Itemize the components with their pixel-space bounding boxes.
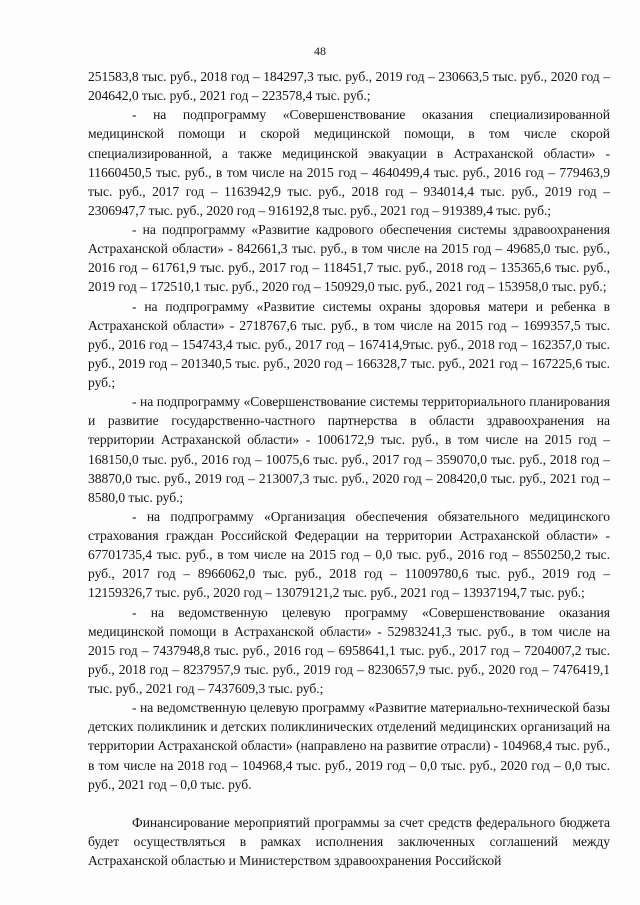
paragraph-6: - на подпрограмму «Организация обеспечения обязательного медицинского страхования граждан Российской Федерации на территории Астраханской области» - 67701735,4 тыс. руб., в том числе на 2015 год – 0,0 тыс. руб., 2016 год – 8550250,2 тыс. руб., 2017 год – 8966062,0 тыс. руб., 2018 год – 11009780,6 тыс. руб., 2019 год – 12159326,7 тыс. руб., 2020 год – 13079121,2 тыс. руб., 2021 год – 13937194,7 тыс. руб.; [88, 508, 610, 601]
paragraph-9: Финансирование мероприятий программы за счет средств федерального бюджета будет осуществляться в рамках исполнения заключенных соглашений между Астраханской областью и Министерством здравоохранения Российской [88, 814, 610, 868]
paragraph-3: - на подпрограмму «Развитие кадрового обеспечения системы здравоохранения Астраханской области» - 842661,3 тыс. руб., в том числе на 2015 год – 49685,0 тыс. руб., 2016 год – 61761,9 тыс. руб., 2017 год – 118451,7 тыс. руб., 2018 год – 135365,6 тыс. руб., 2019 год – 172510,1 тыс. руб., 2020 год – 150929,0 тыс. руб., 2021 год – 153958,0 тыс. руб.; [88, 222, 610, 295]
paragraph-7: - на ведомственную целевую программу «Совершенствование оказания медицинской помощи в Астраханской области» - 52983241,3 тыс. руб., в том числе на 2015 год – 7437948,8 тыс. руб., 2016 год – 6958641,1 тыс. руб., 2017 год – 7204007,2 тыс. руб., 2018 год – 8237957,9 тыс. руб., 2019 год – 8230657,9 тыс. руб., 2020 год – 7476419,1 тыс. руб., 2021 год – 7437609,3 тыс. руб.; [88, 604, 610, 696]
paragraph-4: - на подпрограмму «Развитие системы охраны здоровья матери и ребенка в Астраханской области» - 2718767,6 тыс. руб., в том числе на 2015 год – 1699357,5 тыс. руб., 2016 год – 154743,4 тыс. руб., 2017 год – 167414,9тыс. руб., 2018 год – 162357,0 тыс. руб., 2019 год – 201340,5 тыс. руб., 2020 год – 166328,7 тыс. руб., 2021 год – 167225,6 тыс. руб.; [88, 298, 610, 390]
paragraph-8: - на ведомственную целевую программу «Развитие материально-технической базы детских поликлиник и детских поликлинических отделений медицинских организаций на территории Астраханской области» (направлено на развитие отрасли) - 104968,4 тыс. руб., в том числе на 2018 год – 104968,4 тыс. руб., 2019 год – 0,0 тыс. руб., 2020 год – 0,0 тыс. руб., 2021 год – 0,0 тыс. руб. [88, 700, 610, 792]
paragraph-5: - на подпрограмму «Совершенствование системы территориального планирования и развитие государственно-частного партнерства в области здравоохранения на территории Астраханской области» - 1006172,9 тыс. руб., в том числе на 2015 год – 168150,0 тыс. руб., 2016 год – 10075,6 тыс. руб., 2017 год – 359070,0 тыс. руб., 2018 год – 38870,0 тыс. руб., 2019 год – 213007,3 тыс. руб., 2020 год – 208420,0 тыс. руб., 2021 год – 8580,0 тыс. руб.; [88, 394, 610, 505]
paragraph-spacer [88, 794, 610, 813]
paragraph-2: - на подпрограмму «Совершенствование оказания специализированной медицинской помощи и скорой медицинской помощи, в том числе скорой специализированной, а также медицинской эвакуации в Астраханской области» - 11660450,5 тыс. руб., в том числе на 2015 год – 4640499,4 тыс. руб., 2016 год – 779463,9 тыс. руб., 2017 год – 1163942,9 тыс. руб., 2018 год – 934014,4 тыс. руб., 2019 год – 2306947,7 тыс. руб., 2020 год – 916192,8 тыс. руб., 2021 год – 919389,4 тыс. руб.; [88, 107, 610, 218]
paragraph-1: 251583,8 тыс. руб., 2018 год – 184297,3 тыс. руб., 2019 год – 230663,5 тыс. руб., 2020 год – 204642,0 тыс. руб., 2021 год – 223578,4 тыс. руб.; [88, 69, 610, 104]
document-body [88, 67, 610, 870]
page-number: 48 [314, 44, 326, 58]
